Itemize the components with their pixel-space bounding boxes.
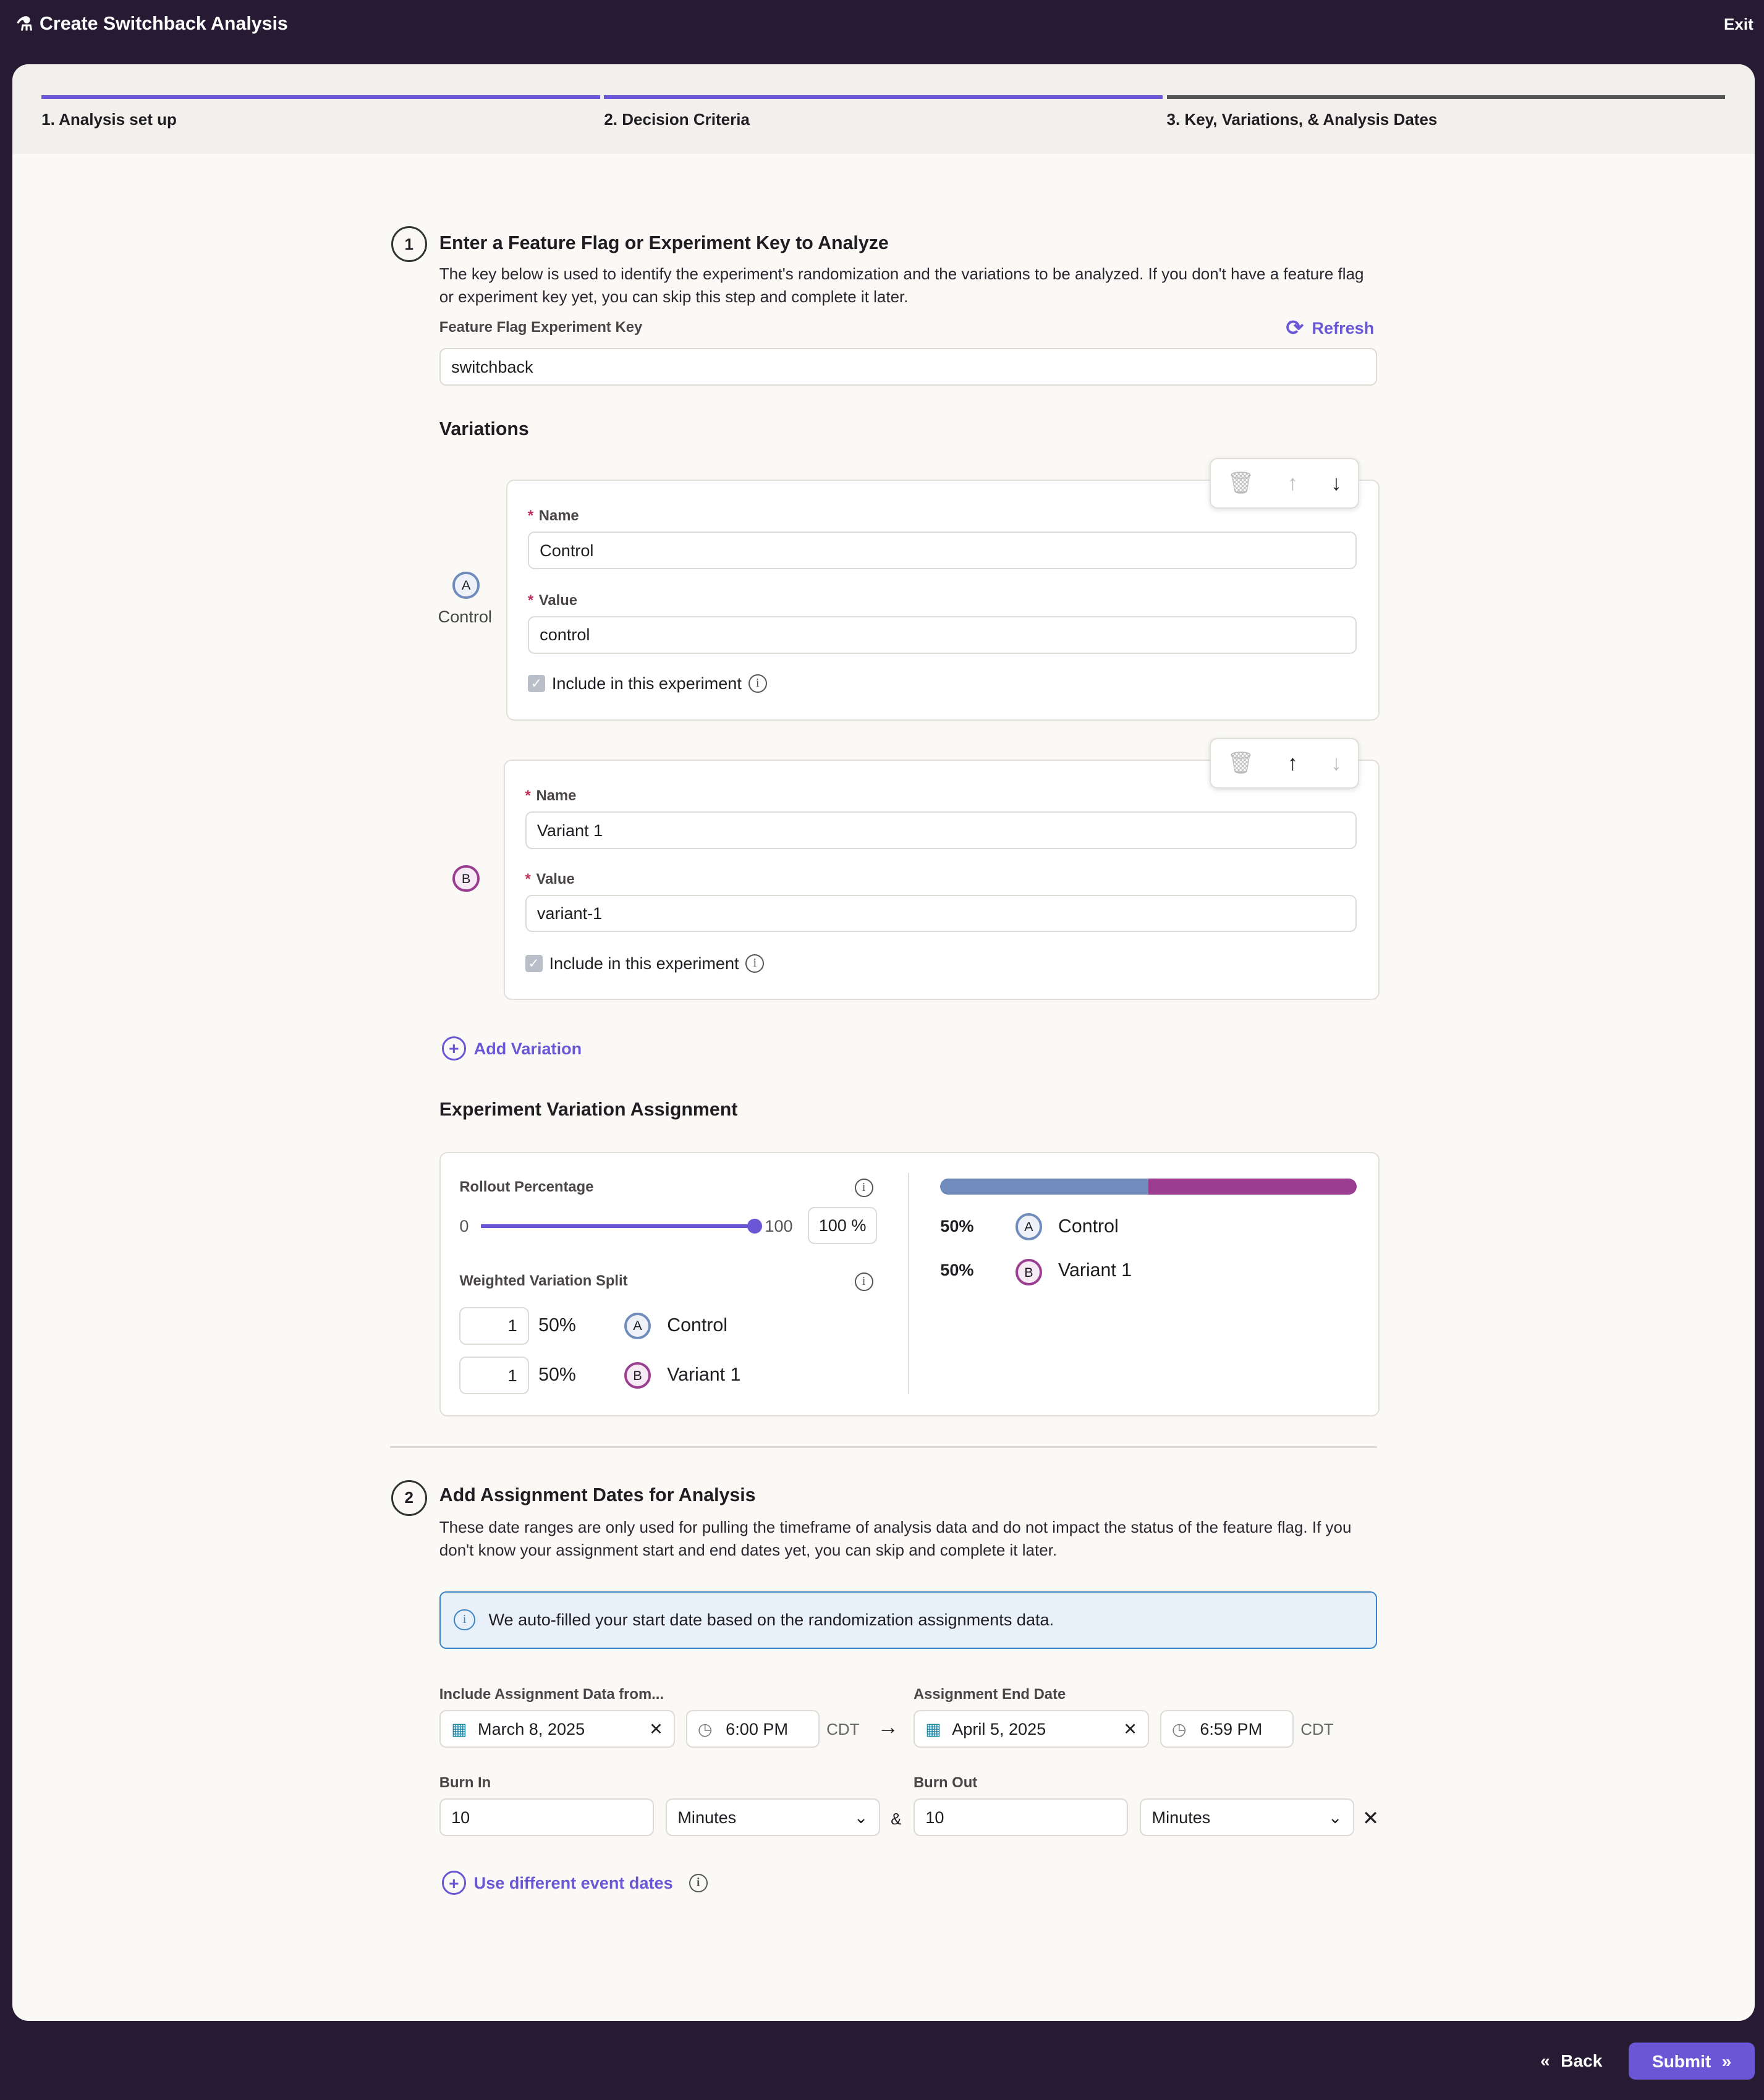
split-label: Weighted Variation Split (459, 1272, 628, 1289)
rollout-input[interactable]: 100 % (808, 1207, 878, 1245)
info-icon: i (689, 1874, 708, 1892)
rollout-slider-handle[interactable] (747, 1219, 762, 1234)
key-input[interactable]: switchback (439, 348, 1377, 386)
burn-out-input[interactable]: 10 (914, 1798, 1128, 1836)
end-label: Assignment End Date (913, 1686, 1066, 1703)
submit-button[interactable]: Submit » (1629, 2043, 1755, 2080)
split-bar (940, 1179, 1357, 1195)
arrow-right-icon: → (877, 1716, 899, 1740)
arrow-down-icon[interactable]: ↓ (1331, 471, 1342, 495)
split-name-a: Control (667, 1315, 727, 1336)
arrow-down-icon[interactable]: ↓ (1331, 751, 1342, 775)
step-2-bar (604, 95, 1163, 99)
flask-icon: ⚗ (16, 14, 33, 35)
trash-icon[interactable]: 🗑 (1227, 472, 1255, 496)
weight-input-a[interactable]: 1 (459, 1307, 529, 1345)
section-number: 1 (391, 226, 427, 262)
legend-percent-b: 50% (940, 1260, 974, 1280)
start-label: Include Assignment Data from... (439, 1686, 664, 1703)
legend-name-a: Control (1058, 1216, 1119, 1237)
ampersand: & (891, 1809, 902, 1828)
weight-input-b[interactable]: 1 (459, 1357, 529, 1394)
variations-title: Variations (439, 419, 529, 440)
value-label: * Value (527, 591, 578, 609)
variation-b-badge: B (452, 865, 479, 892)
rollout-label: Rollout Percentage (459, 1179, 594, 1196)
step-3-label[interactable]: 3. Key, Variations, & Analysis Dates (1166, 109, 1438, 129)
refresh-button[interactable]: ⟳ Refresh (1286, 316, 1375, 341)
divider (908, 1173, 909, 1394)
section2-title: Add Assignment Dates for Analysis (439, 1485, 756, 1506)
double-chevron-left-icon: « (1540, 2050, 1550, 2070)
chevron-down-icon: ⌄ (854, 1807, 868, 1827)
info-icon[interactable]: i (855, 1272, 873, 1291)
burn-out-unit-select[interactable]: Minutes ⌄ (1140, 1798, 1354, 1836)
stepper (12, 64, 1755, 154)
page-title: ⚗ Create Switchback Analysis (16, 14, 288, 35)
checkbox-checked-icon: ✓ (528, 675, 545, 692)
split-name-b: Variant 1 (667, 1365, 741, 1386)
end-time-input[interactable]: ◷ 6:59 PM (1160, 1710, 1294, 1748)
info-icon[interactable]: i (855, 1179, 873, 1197)
arrow-up-icon[interactable]: ↑ (1287, 751, 1299, 775)
section1-title: Enter a Feature Flag or Experiment Key to Analyze (439, 233, 889, 254)
clock-icon: ◷ (1172, 1719, 1187, 1738)
end-date-input[interactable]: ▦ April 5, 2025 ✕ (914, 1710, 1149, 1748)
arrow-up-icon[interactable]: ↑ (1287, 471, 1299, 495)
include-checkbox-a[interactable]: ✓ Include in this experiment i (528, 674, 767, 693)
trash-icon[interactable]: 🗑 (1227, 752, 1255, 776)
checkbox-checked-icon: ✓ (525, 955, 543, 972)
step-1-bar (41, 95, 600, 99)
section-number: 2 (391, 1480, 427, 1516)
split-percent-a: 50% (538, 1315, 576, 1336)
double-chevron-right-icon: » (1721, 2051, 1732, 2071)
plus-circle-icon: + (442, 1871, 466, 1895)
section1-description: The key below is used to identify the experiment's randomization and the variations to be analyzed. If you don't have a feature flag or experiment key yet, you can skip this step and complete it later. (439, 264, 1364, 306)
variation-a-badge: A (452, 572, 479, 598)
key-label: Feature Flag Experiment Key (439, 318, 643, 336)
name-label: * Name (525, 787, 577, 805)
plus-circle-icon: + (442, 1036, 466, 1061)
chevron-down-icon: ⌄ (1328, 1807, 1342, 1827)
burn-in-input[interactable]: 10 (439, 1798, 654, 1836)
split-bar-a (940, 1179, 1148, 1195)
remove-burn-icon[interactable]: ✕ (1362, 1807, 1380, 1830)
start-time-input[interactable]: ◷ 6:00 PM (686, 1710, 820, 1748)
value-label: * Value (525, 870, 575, 887)
clear-icon[interactable]: ✕ (1123, 1719, 1138, 1738)
legend-percent-a: 50% (940, 1216, 974, 1235)
slider-min: 0 (459, 1216, 469, 1235)
burn-in-unit-select[interactable]: Minutes ⌄ (666, 1798, 880, 1836)
name-label: * Name (527, 507, 579, 525)
include-checkbox-b[interactable]: ✓ Include in this experiment i (525, 954, 765, 973)
timezone-label: CDT (1300, 1719, 1334, 1738)
info-icon: i (748, 674, 767, 693)
clock-icon: ◷ (697, 1719, 713, 1738)
refresh-icon: ⟳ (1286, 316, 1304, 341)
use-different-event-dates-button[interactable]: + Use different event dates i (442, 1871, 708, 1895)
variation-a-label: Control (438, 606, 492, 626)
burn-out-label: Burn Out (913, 1774, 978, 1792)
variation-b-name-input[interactable]: Variant 1 (525, 811, 1357, 849)
step-2-label[interactable]: 2. Decision Criteria (604, 109, 750, 129)
split-bar-b (1148, 1179, 1357, 1195)
legend-name-b: Variant 1 (1058, 1260, 1132, 1281)
variation-b-value-input[interactable]: variant-1 (525, 895, 1357, 933)
variation-b-toolbar (1210, 738, 1359, 789)
slider-max: 100 (765, 1216, 793, 1235)
step-1-label[interactable]: 1. Analysis set up (41, 109, 177, 129)
variation-a-toolbar (1210, 458, 1359, 509)
legend-badge-a: A (1016, 1213, 1042, 1240)
add-variation-button[interactable]: + Add Variation (442, 1036, 582, 1061)
info-icon: i (454, 1609, 475, 1630)
badge-a: A (624, 1313, 651, 1339)
autofill-notice: i We auto-filled your start date based on the randomization assignments data. (439, 1591, 1377, 1649)
exit-button[interactable]: Exit (1724, 14, 1753, 33)
timezone-label: CDT (826, 1719, 860, 1738)
burn-in-label: Burn In (439, 1774, 491, 1792)
variation-a-value-input[interactable]: control (528, 616, 1357, 654)
section-divider (390, 1446, 1377, 1447)
assignment-title: Experiment Variation Assignment (439, 1099, 738, 1120)
legend-badge-b: B (1016, 1259, 1042, 1285)
info-icon: i (745, 954, 764, 973)
calendar-icon: ▦ (451, 1719, 467, 1738)
step-3-bar (1167, 95, 1726, 99)
calendar-icon: ▦ (925, 1719, 941, 1738)
split-percent-b: 50% (538, 1365, 576, 1386)
badge-b: B (624, 1362, 651, 1389)
clear-icon[interactable]: ✕ (649, 1719, 663, 1738)
variation-a-name-input[interactable]: Control (528, 531, 1357, 569)
start-date-input[interactable]: ▦ March 8, 2025 ✕ (439, 1710, 675, 1748)
back-button[interactable]: « Back (1540, 2050, 1603, 2070)
rollout-slider-track[interactable] (481, 1224, 755, 1229)
section2-description: These date ranges are only used for pulling the timeframe of analysis data and do not impact the status of the feature flag. If you don't know your assignment start and end dates yet, you can skip and complete it later. (439, 1518, 1352, 1559)
